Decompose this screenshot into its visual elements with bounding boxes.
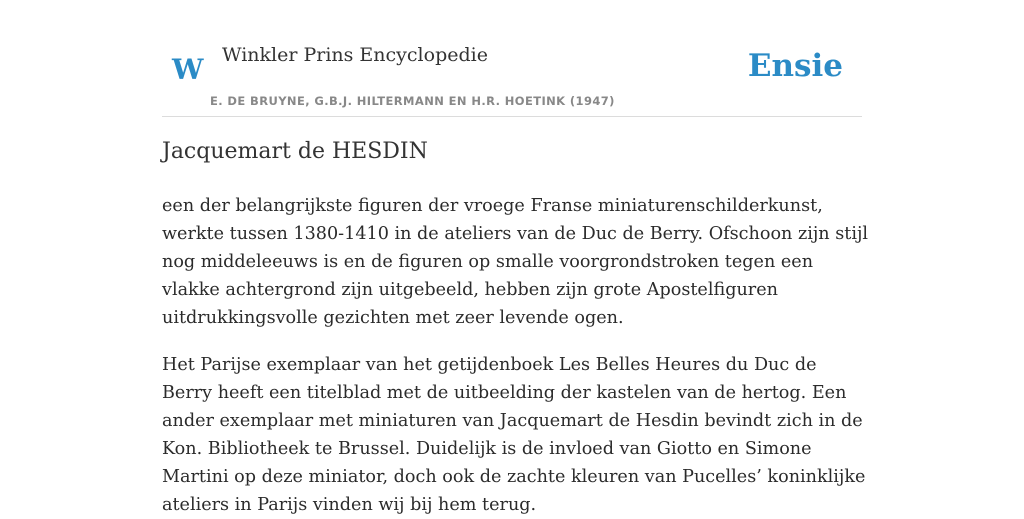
article-title: Jacquemart de HESDIN (162, 139, 428, 164)
source-logo-icon[interactable]: W (172, 53, 204, 86)
article-paragraph: Het Parijse exemplaar van het getijdenboek Les Belles Heures du Duc de Berry heeft een titelblad met de uitbeelding der kastelen van de hertog. Een ander exemplaar met miniaturen van Jacquemart de Hesdin bevindt zich in de Kon. Bibliotheek te Brussel. Duidelijk is de invloed van Giotto en Simone Martini op deze miniator, doch ook de zachte kleuren van Pucelles’ koninklijke ateliers in Parijs vinden wij bij hem terug. (162, 355, 866, 515)
source-authors: E. DE BRUYNE, G.B.J. HILTERMANN EN H.R. HOETINK (1947) (210, 94, 615, 108)
page-container (162, 0, 869, 515)
source-title[interactable]: Winkler Prins Encyclopedie (222, 44, 488, 66)
article-paragraph: een der belangrijkste figuren der vroege Franse miniaturenschilderkunst, werkte tussen 1380-1410 in de ateliers van de Duc de Berry. Ofschoon zijn stijl nog middeleeuws is en de figuren op smalle voorgrondstroken tegen een vlakke achtergrond zijn uitgebeeld, hebben zijn grote Apostelfiguren uitdrukkingsvolle gezichten met zeer levende ogen. (162, 196, 869, 328)
site-header (162, 0, 862, 117)
ensie-logo[interactable]: Ensie (747, 48, 843, 84)
